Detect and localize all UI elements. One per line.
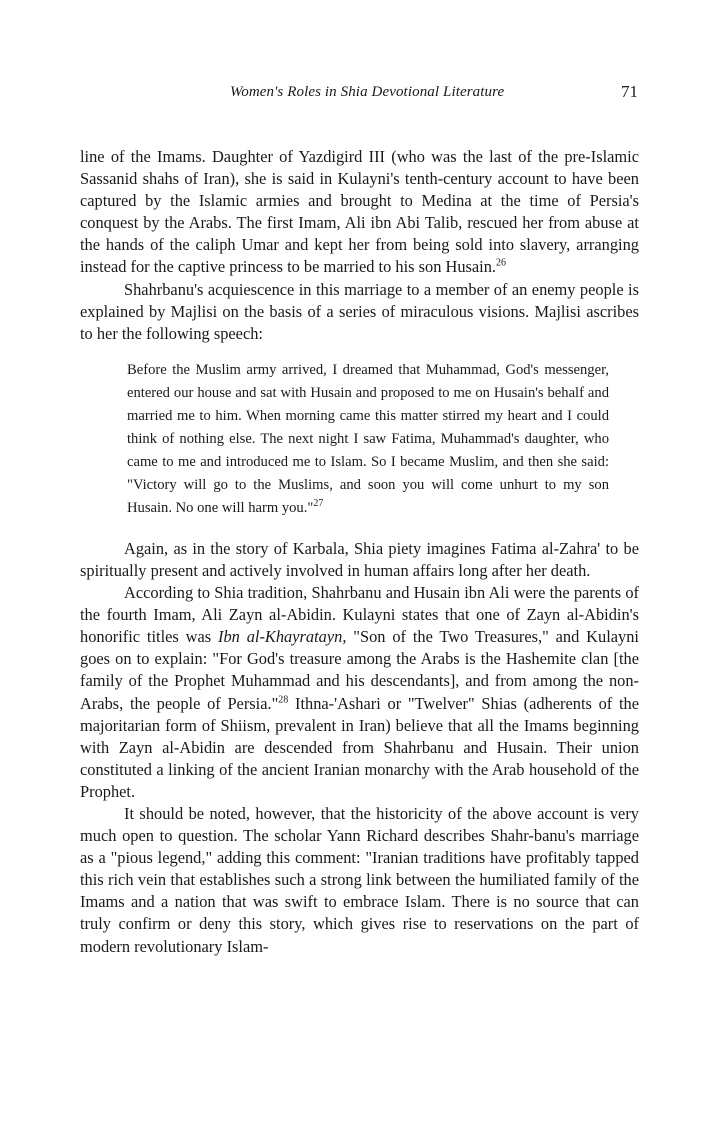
paragraph bbox=[80, 582, 639, 803]
paragraph-text-part: "Son of the Two Treasures," and Kulayni goes on to explain: "For God's treasure among the Arabs is the Hashemite clan [the family of the Prophet Muhammad and his descendants], and from among the non-Arabs, the people of Persia." bbox=[80, 627, 639, 713]
body-text bbox=[80, 146, 639, 958]
block-quote bbox=[127, 359, 609, 520]
block-quote-text: Before the Muslim army arrived, I dreamed that Muhammad, God's messenger, entered our house and sat with Husain and proposed to me on Husain's behalf and married me to him. When morning came this matter stirred my heart and I could think of nothing else. The next night I saw Fatima, Muhammad's daughter, who came to me and introduced me to Islam. So I became Muslim, and then she said: "Victory will go to the Muslims, and soon you will come unhurt to my son Husain. No one will harm you." bbox=[127, 361, 609, 516]
paragraph-text-part: Ithna-'Ashari or "Twelver" Shias (adherents of the majoritarian form of Shiism, prevalent in Iran) believe that all the Imams beginning with Zayn al-Abidin are descended from Shahrbanu and Husain. Their union constituted a linking of the ancient Iranian monarchy with the Arab household of the Prophet. bbox=[80, 693, 639, 801]
italic-title: Ibn al-Khayratayn, bbox=[218, 627, 347, 647]
paragraph bbox=[80, 538, 639, 582]
footnote-ref-28: 28 bbox=[278, 694, 289, 706]
paragraph-text-part: According to Shia tradition, Shahrbanu and Husain ibn Ali were the parents of the fourth Imam, Ali Zayn al-Abidin. Kulayni states that one of Zayn al-Abidin's honorific titles was bbox=[80, 583, 639, 647]
running-head bbox=[80, 84, 640, 108]
paragraph-continuation bbox=[80, 146, 639, 279]
running-title: Women's Roles in Shia Devotional Literature bbox=[230, 84, 505, 100]
paragraph-text: Again, as in the story of Karbala, Shia piety imagines Fatima al-Zahra' to be spiritually present and actively involved in human affairs long after her death. bbox=[80, 538, 639, 580]
paragraph bbox=[80, 803, 639, 958]
paragraph bbox=[80, 279, 639, 345]
footnote-ref-26: 26 bbox=[496, 258, 507, 269]
page-number: 71 bbox=[621, 82, 638, 101]
paragraph-text: line of the Imams. Daughter of Yazdigird III (who was the last of the pre-Islamic Sassanid shahs of Iran), she is said in Kulayni's tenth-century account to have been captured by the Islamic armies and brought to Medina at the time of Persia's conquest by the Arabs. The first Imam, Ali ibn Abi Talib, rescued her from abuse at the hands of the caliph Umar and kept her from being sold into slavery, arranging instead for the captive princess to be married to his son Husain. bbox=[80, 147, 639, 277]
paragraph-text: It should be noted, however, that the historicity of the above account is very much open to question. The scholar Yann Richard describes Shahr-banu's marriage as a "pious legend," adding this comment: "Iranian traditions have profitably tapped this rich vein that establishes such a strong link between the humiliated family of the Imams and a nation that was swift to embrace Islam. There is no source that can truly confirm or deny this story, which gives rise to reservations on the part of modern revolutionary Islam- bbox=[80, 803, 639, 956]
paragraph-text: Shahrbanu's acquiescence in this marriage to a member of an enemy people is explained by Majlisi on the basis of a series of miraculous visions. Majlisi ascribes to her the following speech: bbox=[80, 279, 639, 343]
footnote-ref-27: 27 bbox=[313, 497, 324, 509]
